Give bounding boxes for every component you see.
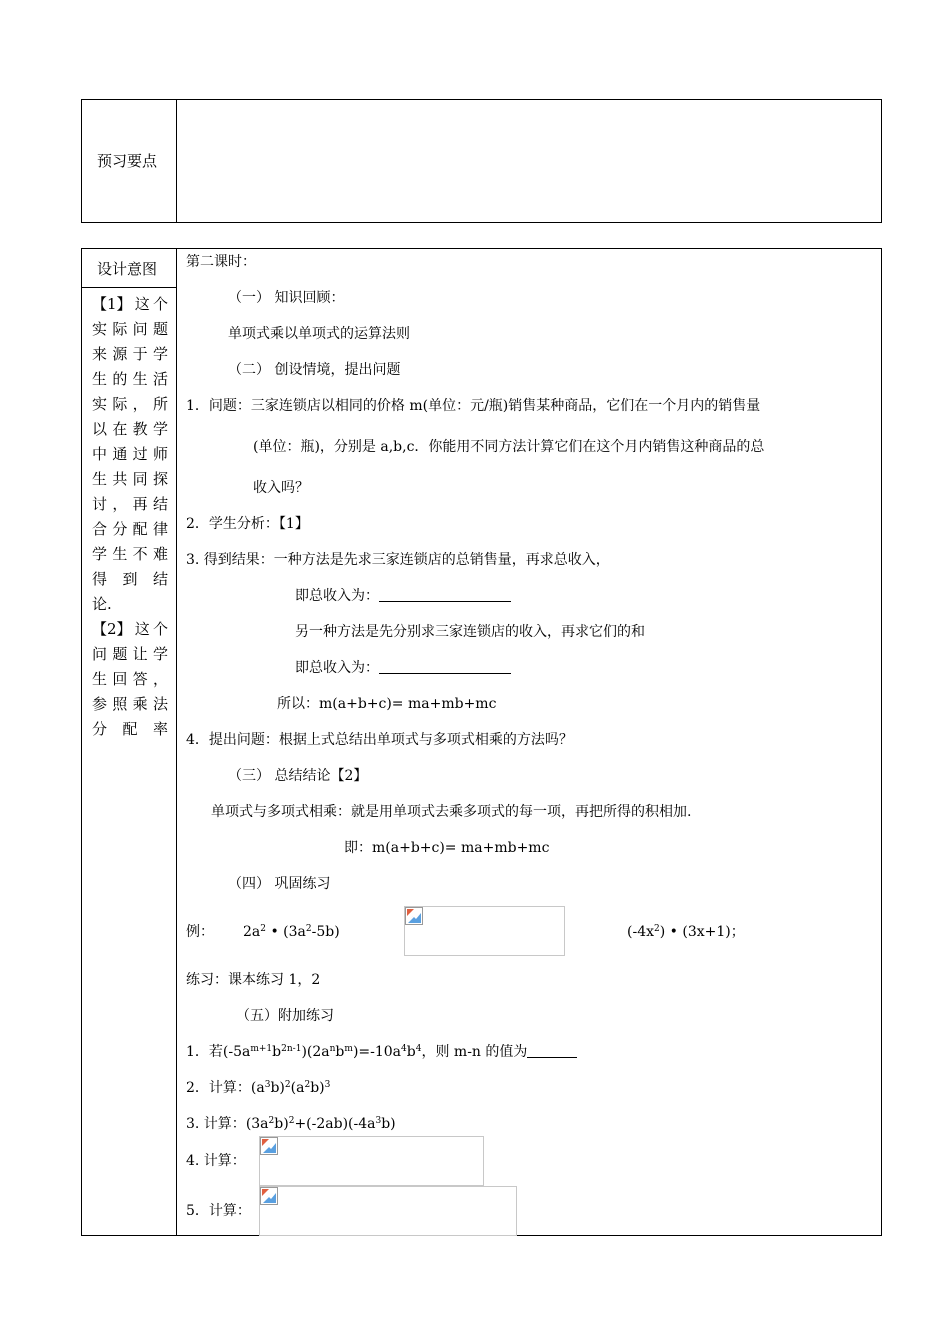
design-note-char: 让	[132, 645, 148, 663]
design-note-char: 结	[152, 495, 168, 513]
design-note-char: 回	[112, 670, 128, 688]
design-note-char: 师	[152, 445, 168, 463]
design-note-char: 这	[134, 295, 150, 313]
design-note-char: 源	[112, 345, 128, 363]
total-income-two	[295, 658, 511, 678]
design-note-char: ，	[112, 495, 128, 513]
design-note-char: 实	[92, 395, 108, 413]
design-note-char: 再	[132, 495, 148, 513]
design-note-char: 学	[152, 420, 168, 438]
design-note-char: 实	[92, 320, 108, 338]
rule-text: 单项式与多项式相乘：就是用单项式去乘多项式的每一项，再把所得的积相加.	[211, 804, 692, 820]
practice-text: 练习：课本练习 1，2	[186, 972, 321, 988]
design-note-char: 个	[152, 620, 168, 638]
design-note-line	[92, 492, 168, 517]
design-note-char: 律	[152, 520, 168, 538]
design-note-char: 得	[92, 570, 108, 588]
design-note-char: 中	[92, 445, 108, 463]
answer-blank-two[interactable]	[379, 659, 511, 674]
design-note-char: 照	[112, 695, 128, 713]
question-three: 3. 得到结果：一种方法是先求三家连锁店的总销售量，再求总收入，	[186, 552, 610, 568]
design-note-char: 过	[132, 445, 148, 463]
design-note-char: 配	[132, 520, 148, 538]
extra-exercise-two-label: 2．计算：	[186, 1080, 251, 1096]
design-note-char: 答	[132, 670, 148, 688]
design-note-char: 【2】	[92, 620, 132, 638]
design-note-char: 共	[112, 470, 128, 488]
design-note-line	[92, 442, 168, 467]
extra-exercise-three-label: 3. 计算：	[186, 1116, 246, 1132]
design-note-line	[92, 292, 168, 317]
rule-equation: 即：m(a+b+c)= ma+mb+mc	[344, 840, 550, 856]
extra-exercise-one: 1．若$(-5a^{m+1}b^{2n-1})(2a^nb^m)=-10a^4b^4$，则 m-n 的值为	[186, 1042, 577, 1062]
design-note-line	[92, 692, 168, 717]
question-one-line-a: 1．问题：三家连锁店以相同的价格 m(单位：元/瓶)销售某种商品，它们在一个月内的销售量	[186, 398, 761, 414]
design-note-char: 探	[152, 470, 168, 488]
design-note-char: 题	[112, 645, 128, 663]
extra-exercise-three: 3. 计算：$(3a^2b)^2+(-2ab)(-4a^3b)$	[186, 1116, 396, 1132]
design-note-char: 题	[152, 320, 168, 338]
design-note-char: 所	[152, 395, 168, 413]
broken-image-icon	[260, 1187, 278, 1205]
design-note-char: 乘	[132, 695, 148, 713]
design-note-char: 来	[92, 345, 108, 363]
design-note-line	[92, 667, 168, 692]
lesson-heading: 第二课时：	[186, 254, 256, 270]
design-note-char: 问	[92, 645, 108, 663]
design-note-char: 率	[152, 720, 168, 738]
example-expression-one: $2a^2$ • $(3a^2-5b)$	[243, 924, 340, 940]
design-note-char: 参	[92, 695, 108, 713]
design-note-char: 论	[92, 595, 108, 613]
question-two: 2．学生分析：【1】	[186, 516, 309, 532]
extra-exercise-four-label: 4. 计算：	[186, 1153, 246, 1169]
design-note-char: 配	[122, 720, 138, 738]
section-four-title: （四） 巩固练习	[228, 876, 331, 892]
preview-divider	[176, 99, 177, 223]
section-five-title: （五）附加练习	[236, 1008, 334, 1024]
answer-blank-one[interactable]	[379, 587, 511, 602]
design-note-line	[92, 342, 168, 367]
preview-table	[81, 99, 882, 223]
preview-label: 预习要点	[97, 152, 158, 170]
example-label: 例：	[186, 924, 214, 940]
design-note-char: 生	[92, 470, 108, 488]
question-one-line-c: 收入吗？	[253, 480, 309, 496]
design-note-char: 于	[132, 345, 148, 363]
design-note-line	[92, 392, 168, 417]
design-note-char: 学	[152, 345, 168, 363]
design-label: 设计意图	[97, 260, 158, 278]
design-note-char: 不	[132, 545, 148, 563]
design-note-char: 学	[92, 545, 108, 563]
total-income-two-label: 即总收入为：	[295, 660, 379, 676]
section-two-title: （二） 创设情境，提出问题	[228, 362, 401, 378]
therefore-equation: 所以：m(a+b+c)= ma+mb+mc	[277, 696, 497, 712]
design-note-char: 【1】	[92, 295, 132, 313]
broken-image-icon	[260, 1137, 278, 1155]
design-header-line	[81, 287, 176, 288]
exercise-five-image	[259, 1186, 517, 1236]
extra-exercise-five-label: 5．计算：	[186, 1203, 251, 1219]
design-note-char: 讨	[92, 495, 108, 513]
design-note-char: 通	[112, 445, 128, 463]
example-image	[404, 906, 565, 956]
design-note-char: 同	[132, 470, 148, 488]
extra-exercise-two: 2．计算：$(a^3b)^2(a^2b)^3$	[186, 1080, 331, 1096]
design-note-line	[92, 642, 168, 667]
section-one-text: 单项式乘以单项式的运算法则	[228, 326, 410, 342]
broken-image-icon	[405, 907, 423, 925]
design-divider	[176, 248, 177, 1236]
total-income-one	[295, 586, 511, 606]
design-note-char: 生	[92, 670, 108, 688]
design-note-char: 在	[112, 420, 128, 438]
design-note-char: 这	[134, 620, 150, 638]
design-note-char: 分	[92, 720, 108, 738]
design-note-char: 以	[92, 420, 108, 438]
design-note-char: 的	[112, 370, 128, 388]
design-note-line	[92, 517, 168, 542]
design-note-line	[92, 467, 168, 492]
design-note-char: 法	[152, 695, 168, 713]
exercise-four-image	[259, 1136, 484, 1186]
section-three-title: （三） 总结结论【2】	[228, 768, 368, 784]
design-note-char: 分	[112, 520, 128, 538]
design-note-char: 活	[152, 370, 168, 388]
section-one-title: （一） 知识回顾：	[228, 290, 345, 306]
other-method: 另一种方法是先分别求三家连锁店的收入，再求它们的和	[295, 624, 645, 640]
design-note-line	[92, 567, 168, 592]
question-four: 4．提出问题：根据上式总结出单项式与多项式相乘的方法吗？	[186, 732, 573, 748]
design-note-line	[92, 717, 168, 742]
design-note-char: 合	[92, 520, 108, 538]
design-note-char: 问	[132, 320, 148, 338]
design-note-line	[92, 592, 168, 617]
design-note-line	[92, 542, 168, 567]
design-note-char: ，	[152, 670, 168, 688]
question-one-line-b: (单位：瓶)，分别是 a,b,c．你能用不同方法计算它们在这个月内销售这种商品的总	[253, 439, 765, 455]
design-note-char: 教	[132, 420, 148, 438]
design-note-char: 际	[112, 395, 128, 413]
design-note-char: 难	[152, 545, 168, 563]
design-notes	[92, 292, 168, 742]
example-expression-two: $(-4x^2)$ • (3x+1)；	[627, 924, 745, 940]
design-note-line	[92, 417, 168, 442]
design-note-char: .	[107, 595, 112, 613]
design-note-char: 生	[112, 545, 128, 563]
design-note-line	[92, 617, 168, 642]
design-note-char: 际	[112, 320, 128, 338]
design-note-line	[92, 317, 168, 342]
answer-blank-three[interactable]	[527, 1043, 577, 1058]
design-note-char: 结	[152, 570, 168, 588]
design-note-char: 生	[132, 370, 148, 388]
design-note-char: 个	[152, 295, 168, 313]
design-note-char: ，	[132, 395, 148, 413]
design-note-char: 生	[92, 370, 108, 388]
design-note-line	[92, 367, 168, 392]
design-note-char: 到	[122, 570, 138, 588]
design-note-char: 学	[152, 645, 168, 663]
total-income-one-label: 即总收入为：	[295, 588, 379, 604]
